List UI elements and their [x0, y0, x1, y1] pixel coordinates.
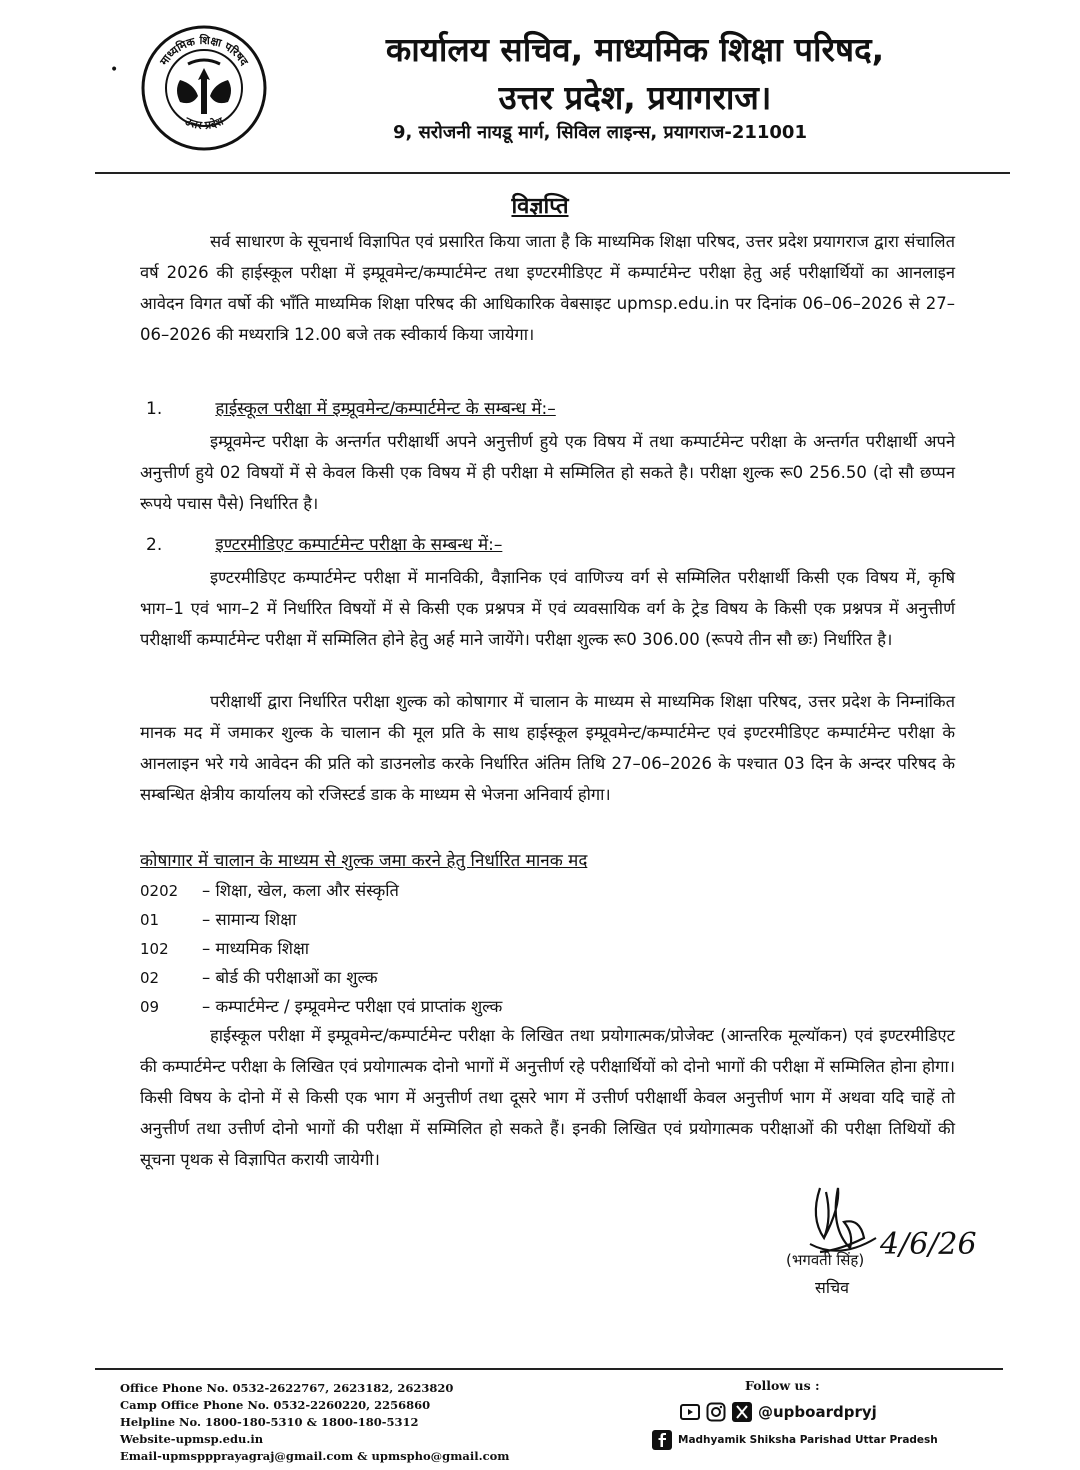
signature-date: 4/6/26 — [880, 1227, 977, 1262]
code-label: – सामान्य शिक्षा — [202, 910, 297, 929]
youtube-icon[interactable] — [680, 1402, 700, 1422]
section-2-text: इण्टरमीडिएट कम्पार्टमेन्ट परीक्षा में मानविकी, वैज्ञानिक एवं वाणिज्य वर्ग से सम्मिलित परीक्षार्थी किसी एक विषय में, कृषि भाग–1 एवं भाग–2 में निर्धारित विषयों में से किसी एक प्रश्नपत्र में एवं व्यवसायिक वर्ग के ट्रेड विषय के किसी एक प्रश्नपत्र में अनुत्तीर्ण परीक्षार्थी कम्पार्टमेन्ट परीक्षा में सम्मिलित होने हेतु अर्ह माने जायेंगे। परीक्षा शुल्क रू0 306.00 (रूपये तीन सौ छः) निर्धारित है। — [140, 568, 955, 649]
section-1-number: 1. — [146, 399, 163, 419]
x-twitter-icon[interactable] — [732, 1402, 752, 1422]
section-1-text: इम्प्रूवमेन्ट परीक्षा के अन्तर्गत परीक्षार्थी अपने अनुत्तीर्ण हुये एक विषय में तथा कम्पार्टमेन्ट परीक्षा के अन्तर्गत परीक्षार्थी अपने अनुत्तीर्ण हुये 02 विषयों में से केवल किसी एक विषय में ही परीक्षा मे सम्मिलित हो सकते है। परीक्षा शुल्क रू0 256.50 (दो सौ छप्पन रूपये पचास पैसे) निर्धारित है। — [140, 432, 955, 513]
social-handle[interactable]: @upboardpryj — [758, 1403, 877, 1421]
list-item — [140, 876, 740, 905]
header-divider — [95, 172, 1010, 174]
facebook-page-name: Madhyamik Shiksha Parishad Uttar Pradesh — [678, 1434, 938, 1446]
office-title-line2: उत्तर प्रदेश, प्रयागराज। — [498, 78, 772, 117]
facebook-link[interactable] — [652, 1430, 938, 1450]
notice-heading-text: विज्ञप्ति — [511, 194, 569, 219]
code-value: 02 — [140, 969, 160, 987]
instagram-icon[interactable] — [706, 1402, 726, 1422]
section-2-number: 2. — [146, 535, 163, 555]
signatory-name: (भगवती सिंह) — [786, 1251, 865, 1269]
closing-paragraph: हाईस्कूल परीक्षा में इम्प्रूवमेन्ट/कम्पार्टमेन्ट परीक्षा के लिखित तथा प्रयोगात्मक/प्रोजेक्ट (आन्तरिक मूल्यॉकन) एवं इण्टरमीडिएट की कम्पार्टमेन्ट परीक्षा के लिखित एवं प्रयोगात्मक दोनो भागों में अनुत्तीर्ण रहे परीक्षार्थियों को दोनो भागों की परीक्षा में सम्मिलित होना होगा। किसी विषय के दोनो में से किसी एक भाग में अनुत्तीर्ण तथा दूसरे भाग में उत्तीर्ण परीक्षार्थी केवल अनुत्तीर्ण भाग में अथवा यदि चाहें तो अनुत्तीर्ण तथा उत्तीर्ण दोनो भागों की परीक्षा में सम्मिलित हो सकते हैं। इनकी लिखित एवं प्रयोगात्मक परीक्षाओं की परीक्षा तिथियों की सूचना पृथक से विज्ञापित करायी जायेगी। — [140, 1026, 955, 1169]
website-link[interactable]: Website-upmsp.edu.in — [120, 1432, 264, 1446]
list-item — [140, 992, 740, 1021]
codes-list — [140, 876, 740, 1021]
list-item — [140, 963, 740, 992]
camp-office-phone: Camp Office Phone No. 0532-2260220, 2256860 — [120, 1398, 431, 1412]
fee-paragraph: परीक्षार्थी द्वारा निर्धारित परीक्षा शुल्क को कोषागार में चालान के माध्यम से माध्यमिक शिक्षा परिषद, उत्तर प्रदेश के निम्नांकित मानक मद में जमाकर शुल्क के चालान की मूल प्रति के साथ हाईस्कूल इम्प्रूवमेन्ट/कम्पार्टमेन्ट एवं इण्टरमीडिएट कम्पार्टमेन्ट परीक्षा के आनलाइन भरे गये आवेदन की प्रति को डाउनलोड करके निर्धारित अंतिम तिथि 27–06–2026 के पश्चात 03 दिन के अन्दर परिषद के सम्बन्धित क्षेत्रीय कार्यालय को रजिस्टर्ड डाक के माध्यम से भेजना अनिवार्य होगा। — [140, 692, 955, 804]
svg-text:उत्तर प्रदेश: उत्तर प्रदेश — [182, 114, 226, 133]
code-value: 09 — [140, 998, 160, 1016]
notice-heading — [0, 190, 1080, 220]
section-1-heading — [146, 396, 946, 419]
section-2-heading — [146, 532, 946, 555]
office-address: 9, सरोजनी नायडू मार्ग, सिविल लाइन्स, प्रयागराज-211001 — [393, 122, 807, 143]
list-item — [140, 905, 740, 934]
code-label: – कम्पार्टमेन्ट / इम्प्रूवमेन्ट परीक्षा एवं प्राप्तांक शुल्क — [202, 997, 503, 1016]
code-value: 01 — [140, 911, 160, 929]
social-links — [680, 1400, 877, 1424]
code-label: – माध्यमिक शिक्षा — [202, 939, 310, 958]
section-2-title: इण्टरमीडिएट कम्पार्टमेन्ट परीक्षा के सम्बन्ध में:– — [215, 535, 503, 555]
code-label: – शिक्षा, खेल, कला और संस्कृति — [202, 881, 399, 900]
intro-paragraph: सर्व साधारण के सूचनार्थ विज्ञापित एवं प्रसारित किया जाता है कि माध्यमिक शिक्षा परिषद, उत्तर प्रदेश प्रयागराज द्वारा संचालित वर्ष 2026 की हाईस्कूल परीक्षा में इम्प्रूवमेन्ट/कम्पार्टमेन्ट तथा इण्टरमीडिएट में कम्पार्टमेन्ट परीक्षा हेतु अर्ह परीक्षार्थियों का आनलाइन आवेदन विगत वर्षो की भाँति माध्यमिक शिक्षा परिषद की आधिकारिक वेबसाइट upmsp.edu.in पर दिनांक 06–06–2026 से 27–06–2026 की मध्यरात्रि 12.00 बजे तक स्वीकार्य किया जायेगा। — [140, 232, 955, 344]
code-label: – बोर्ड की परीक्षाओं का शुल्क — [202, 968, 378, 987]
svg-text:माध्यमिक शिक्षा परिषद: माध्यमिक शिक्षा परिषद — [157, 33, 251, 68]
office-phone: Office Phone No. 0532-2622767, 2623182, 2623820 — [120, 1381, 454, 1395]
code-value: 0202 — [140, 882, 179, 900]
office-title-line1: कार्यालय सचिव, माध्यमिक शिक्षा परिषद, — [385, 30, 885, 69]
handwritten-signature — [780, 1178, 980, 1298]
signatory-designation: सचिव — [815, 1278, 850, 1297]
contact-block — [120, 1380, 580, 1465]
office-title — [310, 26, 960, 122]
codes-heading: कोषागार में चालान के माध्यम से शुल्क जमा करने हेतु निर्धारित मानक मद — [140, 851, 588, 871]
code-value: 102 — [140, 940, 169, 958]
list-item — [140, 934, 740, 963]
email-link[interactable]: Email-upmsppprayagraj@gmail.com & upmspho@gmail.com — [120, 1449, 510, 1463]
helpline: Helpline No. 1800-180-5310 & 1800-180-5312 — [120, 1415, 419, 1429]
section-1-title: हाईस्कूल परीक्षा में इम्प्रूवमेन्ट/कम्पार्टमेन्ट के सम्बन्ध में:– — [215, 399, 556, 419]
follow-us-label: Follow us : — [745, 1378, 820, 1393]
stray-mark: • — [110, 62, 119, 78]
facebook-icon — [652, 1430, 672, 1450]
footer-divider — [95, 1368, 1003, 1370]
board-seal-logo — [140, 24, 268, 152]
